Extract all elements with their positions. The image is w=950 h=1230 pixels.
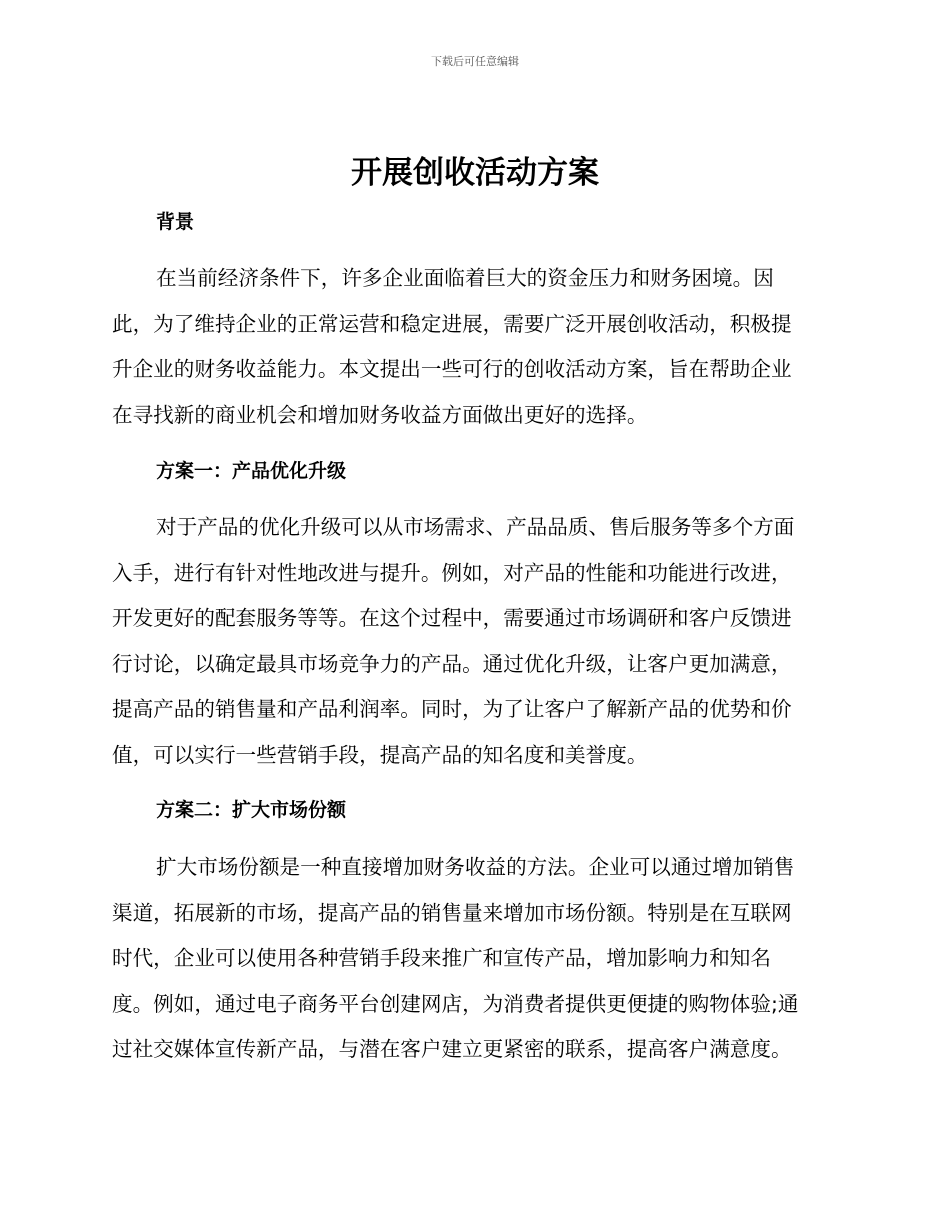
paragraph-line: 对于产品的优化升级可以从市场需求、产品品质、售后服务等多个方面 xyxy=(156,515,795,539)
paragraph-line: 在当前经济条件下，许多企业面临着巨大的资金压力和财务困境。因 xyxy=(156,266,774,290)
paragraph-line: 开发更好的配套服务等等。在这个过程中，需要通过市场调研和客户反馈进 xyxy=(112,606,792,630)
paragraph-line: 在寻找新的商业机会和增加财务收益方面做出更好的选择。 xyxy=(112,402,648,427)
paragraph-line: 行讨论，以确定最具市场竞争力的产品。通过优化升级，让客户更加满意， xyxy=(112,651,792,676)
paragraph-line: 度。例如，通过电子商务平台创建网店，为消费者提供更便捷的购物体验;通 xyxy=(112,991,799,1016)
paragraph-line: 此，为了维持企业的正常运营和稳定进展，需要广泛开展创收活动，积极提 xyxy=(112,311,792,336)
section-heading-plan-one: 方案一：产品优化升级 xyxy=(156,460,347,482)
paragraph-line: 升企业的财务收益能力。本文提出一些可行的创收活动方案，旨在帮助企业 xyxy=(112,357,792,381)
paragraph-plan-two xyxy=(112,845,852,1073)
section-heading-plan-two: 方案二：扩大市场份额 xyxy=(156,799,347,821)
paragraph-line: 渠道，拓展新的市场，提高产品的销售量来增加市场份额。特别是在互联网 xyxy=(112,900,792,925)
paragraph-line: 提高产品的销售量和产品利润率。同时，为了让客户了解新产品的优势和价 xyxy=(112,697,792,721)
paragraph-line: 入手，进行有针对性地改进与提升。例如，对产品的性能和功能进行改进， xyxy=(112,560,792,585)
paragraph-line: 过社交媒体宣传新产品，与潜在客户建立更紧密的联系，提高客户满意度。 xyxy=(112,1037,792,1061)
document-title: 开展创收活动方案 xyxy=(351,155,599,191)
paragraph-plan-one xyxy=(112,505,852,778)
paragraph-line: 扩大市场份额是一种直接增加财务收益的方法。企业可以通过增加销售 xyxy=(156,855,795,879)
paragraph-line: 时代，企业可以使用各种营销手段来推广和宣传产品，增加影响力和知名 xyxy=(112,946,771,970)
paragraph-line: 值，可以实行一些营销手段，提高产品的知名度和美誉度。 xyxy=(112,742,648,767)
paragraph-background xyxy=(112,256,852,438)
page-header-note: 下载后可任意编辑 xyxy=(431,55,519,68)
section-heading-background: 背景 xyxy=(156,211,195,233)
